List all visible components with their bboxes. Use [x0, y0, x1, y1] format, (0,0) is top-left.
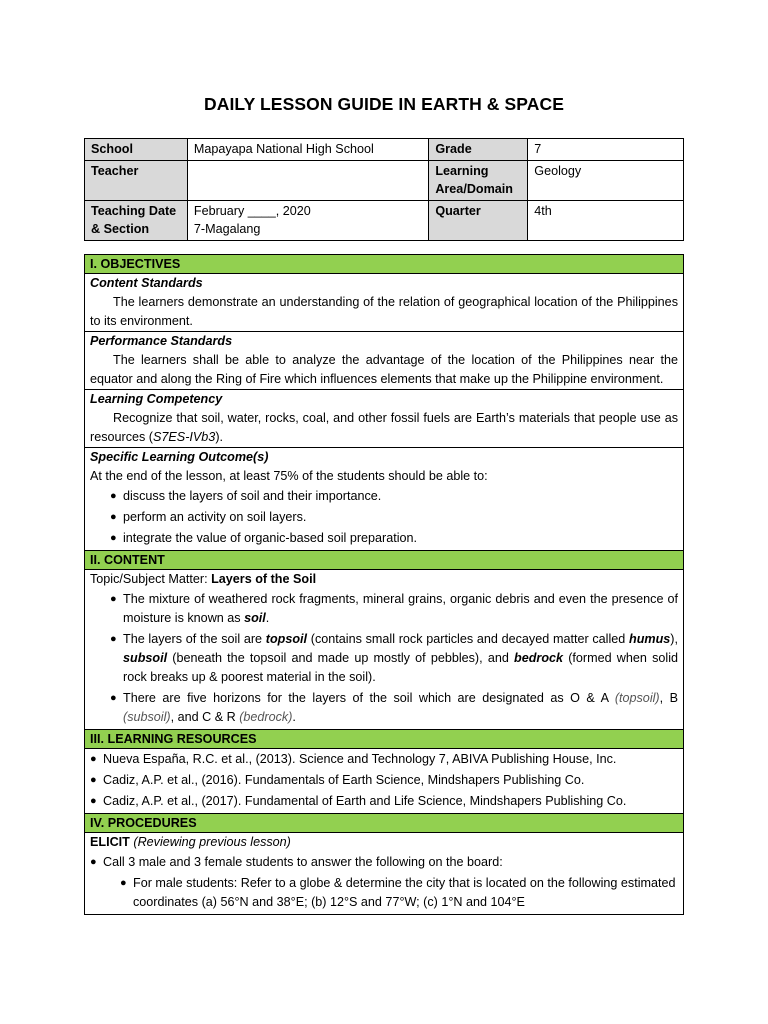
- list-item: ● perform an activity on soil layers.: [90, 508, 678, 527]
- list-item: ● Call 3 male and 3 female students to answer the following on the board:: [90, 853, 678, 872]
- content-header: II. CONTENT: [85, 551, 684, 570]
- learning-outcome-label: Specific Learning Outcome(s): [90, 450, 269, 464]
- learning-competency-text: [90, 409, 678, 447]
- learning-outcome-cell: [85, 448, 684, 551]
- info-table: [84, 138, 684, 241]
- section-value: 7-Magalang: [193, 222, 261, 236]
- bullet-icon: ●: [110, 511, 117, 523]
- resources-header: III. LEARNING RESOURCES: [85, 730, 684, 749]
- list-item: ● Nueva España, R.C. et al., (2013). Science and Technology 7, ABIVA Publishing House, Inc.: [90, 750, 678, 769]
- list-item: ● The mixture of weathered rock fragments, mineral grains, organic debris and even the presence of moisture is known as soil.: [110, 592, 678, 625]
- list-item: ● Cadiz, A.P. et al., (2016). Fundamentals of Earth Science, Mindshapers Publishing Co.: [90, 771, 678, 790]
- learning-competency-label: Learning Competency: [90, 392, 223, 406]
- elicit-note: (Reviewing previous lesson): [129, 835, 291, 849]
- bullet-icon: ●: [110, 490, 117, 502]
- bullet-icon: ●: [120, 877, 127, 889]
- teaching-date-cell: [187, 201, 428, 241]
- elicit-line: [90, 833, 678, 852]
- performance-standards-text: The learners shall be able to analyze the advantage of the location of the Philippines near the equator and along the Ring of Fire which influences elements that make up the Philippine environment.: [90, 353, 678, 386]
- elicit-label: ELICIT: [90, 835, 130, 849]
- bullet-icon: ●: [110, 593, 117, 605]
- school-label: School: [85, 139, 188, 161]
- learning-area-value: Geology: [528, 161, 684, 201]
- quarter-value: 4th: [528, 201, 684, 241]
- performance-standards-cell: [85, 332, 684, 390]
- list-item: ● discuss the layers of soil and their importance.: [90, 487, 678, 506]
- performance-standards-label: Performance Standards: [90, 334, 233, 348]
- bullet-icon: ●: [90, 774, 97, 786]
- bullet-icon: ●: [110, 692, 117, 704]
- content-standards-label: Content Standards: [90, 276, 203, 290]
- topic-label: Topic/Subject Matter:: [90, 572, 212, 586]
- learning-area-label: Learning Area/Domain: [429, 161, 528, 201]
- teacher-label: Teacher: [85, 161, 188, 201]
- bullet-icon: ●: [110, 633, 117, 645]
- competency-code: S7ES-IVb3: [153, 430, 216, 444]
- teaching-date-label: Teaching Date & Section: [85, 201, 188, 241]
- competency-end: ).: [215, 430, 224, 444]
- content-standards-cell: [85, 274, 684, 332]
- bullet-icon: ●: [90, 795, 97, 807]
- content-standards-text: The learners demonstrate an understanding of the relation of geographical location of the Philippines to its environment.: [90, 295, 678, 328]
- page-title: DAILY LESSON GUIDE IN EARTH & SPACE: [203, 94, 565, 114]
- topic-line: [90, 570, 678, 589]
- learning-outcome-intro: At the end of the lesson, at least 75% of the students should be able to:: [90, 469, 488, 483]
- list-item: ● For male students: Refer to a globe & determine the city that is located on the following estimated coordinates (a) 56°N and 38°E; (b) 12°S and 77°W; (c) 1°N and 104°E: [120, 876, 676, 909]
- grade-value: 7: [528, 139, 684, 161]
- teaching-date-value: February ____, 2020: [193, 204, 311, 218]
- teacher-value: [187, 161, 428, 201]
- learning-competency-cell: [85, 390, 684, 448]
- lesson-table: [84, 254, 684, 915]
- competency-text: Recognize that soil, water, rocks, coal, and other fossil fuels are Earth’s materials that people use as resources (: [90, 411, 678, 444]
- resources-cell: [85, 749, 684, 814]
- school-value: Mapayapa National High School: [187, 139, 428, 161]
- list-item: ● integrate the value of organic-based soil preparation.: [90, 529, 678, 548]
- topic-value: Layers of the Soil: [211, 572, 317, 586]
- grade-label: Grade: [429, 139, 528, 161]
- objectives-header: I. OBJECTIVES: [85, 255, 684, 274]
- list-item: ● There are five horizons for the layers of the soil which are designated as O & A (topsoil), B (subsoil), and C & R (bedrock).: [110, 691, 678, 724]
- quarter-label: Quarter: [429, 201, 528, 241]
- content-cell: [85, 570, 684, 730]
- procedures-header: IV. PROCEDURES: [85, 814, 684, 833]
- bullet-icon: ●: [90, 856, 97, 868]
- bullet-icon: ●: [90, 753, 97, 765]
- list-item: ● Cadiz, A.P. et al., (2017). Fundamental of Earth and Life Science, Mindshapers Publishing Co.: [90, 792, 678, 811]
- procedures-cell: [85, 833, 684, 915]
- list-item: ● The layers of the soil are topsoil (contains small rock particles and decayed matter called humus), subsoil (beneath the topsoil and made up mostly of pebbles), and bedrock (formed when solid rock breaks up & poorest material in the soil).: [110, 632, 678, 684]
- bullet-icon: ●: [110, 532, 117, 544]
